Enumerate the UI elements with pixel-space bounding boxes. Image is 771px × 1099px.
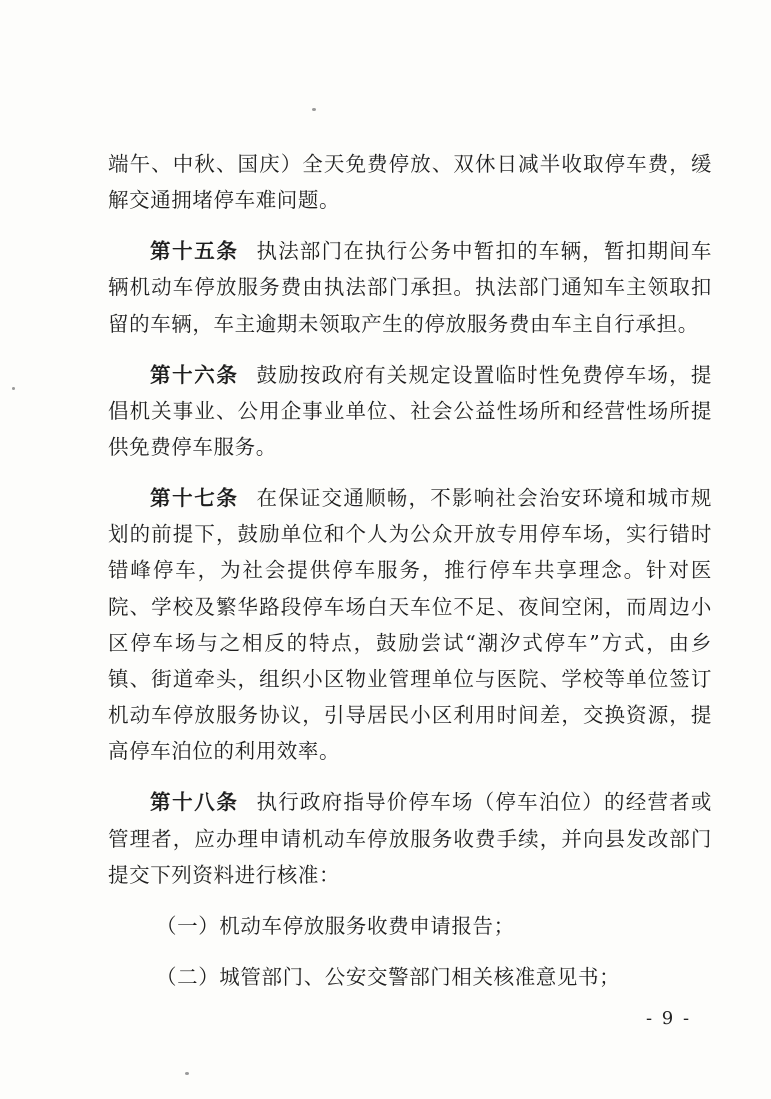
article-16	[108, 357, 712, 466]
list-item: （一）机动车停放服务收费申请报告；	[156, 913, 515, 938]
article-text: 在保证交通顺畅，不影响社会治安环境和城市规划的前提下，鼓励单位和个人为公众开放专用停车场，实行错时错峰停车，为社会提供停车服务，推行停车共享理念。针对医院、学校及繁华路段停车场白天车位不足、夜间空闲，而周边小区停车场与之相反的特点，鼓励尝试“潮汐式停车”方式，由乡镇、街道牵头，组织小区物业管理单位与医院、学校等单位签订机动车停放服务协议，引导居民小区利用时间差，交换资源，提高停车泊位的利用效率。	[108, 486, 712, 764]
article-text: 鼓励按政府有关规定设置临时性免费停车场，提倡机关事业、公用企事业单位、社会公益性场所和经营性场所提供免费停车服务。	[108, 362, 712, 460]
document-body	[108, 146, 712, 1010]
page-number: - 9 -	[646, 1008, 692, 1029]
article-text: 执行政府指导价停车场（停车泊位）的经营者或管理者，应办理申请机动车停放服务收费手续，并向县发改部门提交下列资料进行核准：	[108, 790, 712, 887]
article-number: 第十五条	[150, 239, 239, 264]
article-text: 执法部门在执行公务中暂扣的车辆，暂扣期间车辆机动车停放服务费由执法部门承担。执法部门通知车主领取扣留的车辆，车主逾期未领取产生的停放服务费由车主自行承担。	[108, 239, 712, 336]
scan-speck	[312, 108, 316, 111]
scan-speck	[185, 1072, 189, 1075]
list-item: （二）城管部门、公安交警部门相关核准意见书；	[156, 964, 621, 989]
scan-speck	[12, 387, 15, 390]
article-15	[108, 233, 712, 342]
paragraph-text: 端午、中秋、国庆）全天免费停放、双休日减半收取停车费，缓解交通拥堵停车难问题。	[108, 152, 712, 213]
article-number: 第十六条	[150, 362, 239, 387]
article-number: 第十八条	[150, 790, 239, 815]
paragraph-continuation	[108, 146, 712, 218]
article-number: 第十七条	[150, 486, 239, 511]
article-17	[108, 480, 712, 770]
article-18	[108, 784, 712, 893]
